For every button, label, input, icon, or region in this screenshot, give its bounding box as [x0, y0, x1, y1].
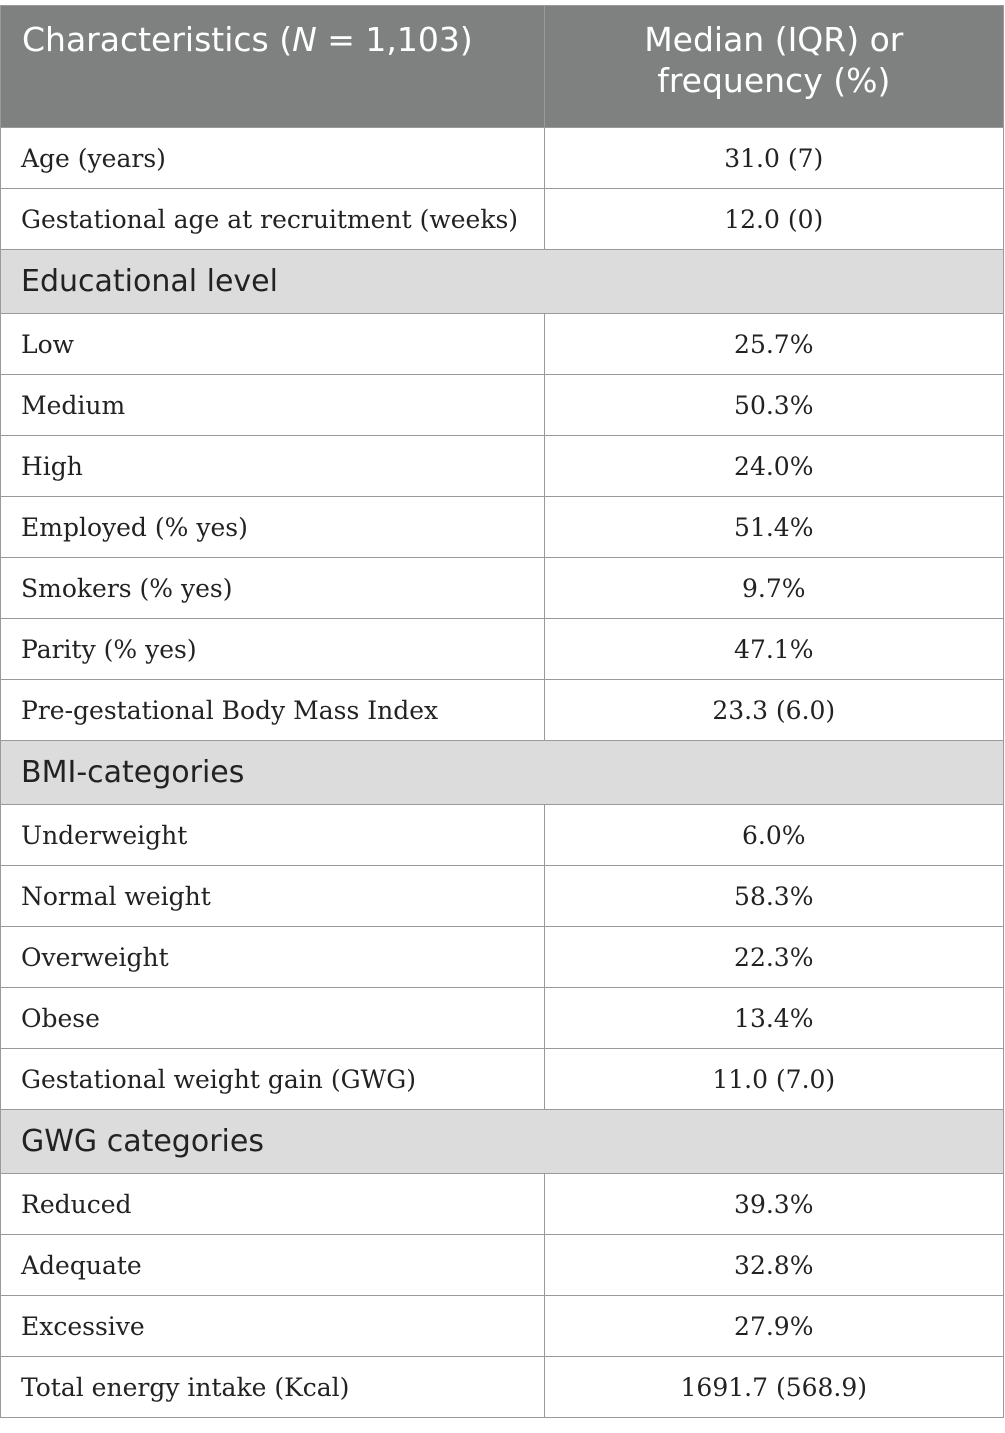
row-label: Employed (% yes) [1, 497, 545, 558]
row-value: 25.7% [544, 314, 1003, 375]
row-value: 31.0 (7) [544, 128, 1003, 189]
table-row [1, 314, 1004, 375]
row-label: Parity (% yes) [1, 619, 545, 680]
section-title: GWG categories [1, 1110, 1004, 1174]
row-label: Smokers (% yes) [1, 558, 545, 619]
table-row [1, 558, 1004, 619]
table-row [1, 1174, 1004, 1235]
row-value: 12.0 (0) [544, 189, 1003, 250]
section-header-row [1, 741, 1004, 805]
row-value: 9.7% [544, 558, 1003, 619]
row-value: 32.8% [544, 1235, 1003, 1296]
row-value: 39.3% [544, 1174, 1003, 1235]
row-label: Age (years) [1, 128, 545, 189]
row-label: Normal weight [1, 866, 545, 927]
table-row [1, 1235, 1004, 1296]
row-label: Reduced [1, 1174, 545, 1235]
row-label: Obese [1, 988, 545, 1049]
row-label: Pre-gestational Body Mass Index [1, 680, 545, 741]
table-row [1, 1049, 1004, 1110]
row-label: Adequate [1, 1235, 545, 1296]
section-header-row [1, 1110, 1004, 1174]
row-value: 51.4% [544, 497, 1003, 558]
section-title: Educational level [1, 250, 1004, 314]
table-row [1, 189, 1004, 250]
row-label: Gestational age at recruitment (weeks) [1, 189, 545, 250]
row-value: 50.3% [544, 375, 1003, 436]
row-label: High [1, 436, 545, 497]
row-value: 23.3 (6.0) [544, 680, 1003, 741]
table-row [1, 619, 1004, 680]
section-header-row [1, 250, 1004, 314]
table-row [1, 436, 1004, 497]
row-label: Medium [1, 375, 545, 436]
row-value: 22.3% [544, 927, 1003, 988]
table-row [1, 497, 1004, 558]
table-row [1, 1296, 1004, 1357]
table-row [1, 375, 1004, 436]
table-row [1, 128, 1004, 189]
table-row [1, 1357, 1004, 1418]
header-characteristics: Characteristics (N = 1,103) [1, 6, 545, 128]
table-row [1, 805, 1004, 866]
table-header-row [1, 6, 1004, 128]
row-label: Overweight [1, 927, 545, 988]
row-value: 47.1% [544, 619, 1003, 680]
row-value: 11.0 (7.0) [544, 1049, 1003, 1110]
row-label: Excessive [1, 1296, 545, 1357]
header-median-iqr: Median (IQR) or frequency (%) [544, 6, 1003, 128]
section-title: BMI-categories [1, 741, 1004, 805]
table-row [1, 680, 1004, 741]
row-label: Total energy intake (Kcal) [1, 1357, 545, 1418]
row-value: 27.9% [544, 1296, 1003, 1357]
table-row [1, 866, 1004, 927]
row-value: 6.0% [544, 805, 1003, 866]
row-label: Low [1, 314, 545, 375]
row-label: Gestational weight gain (GWG) [1, 1049, 545, 1110]
row-value: 24.0% [544, 436, 1003, 497]
row-value: 58.3% [544, 866, 1003, 927]
characteristics-table [0, 5, 1004, 1418]
table-row [1, 988, 1004, 1049]
row-value: 13.4% [544, 988, 1003, 1049]
row-label: Underweight [1, 805, 545, 866]
row-value: 1691.7 (568.9) [544, 1357, 1003, 1418]
table-row [1, 927, 1004, 988]
